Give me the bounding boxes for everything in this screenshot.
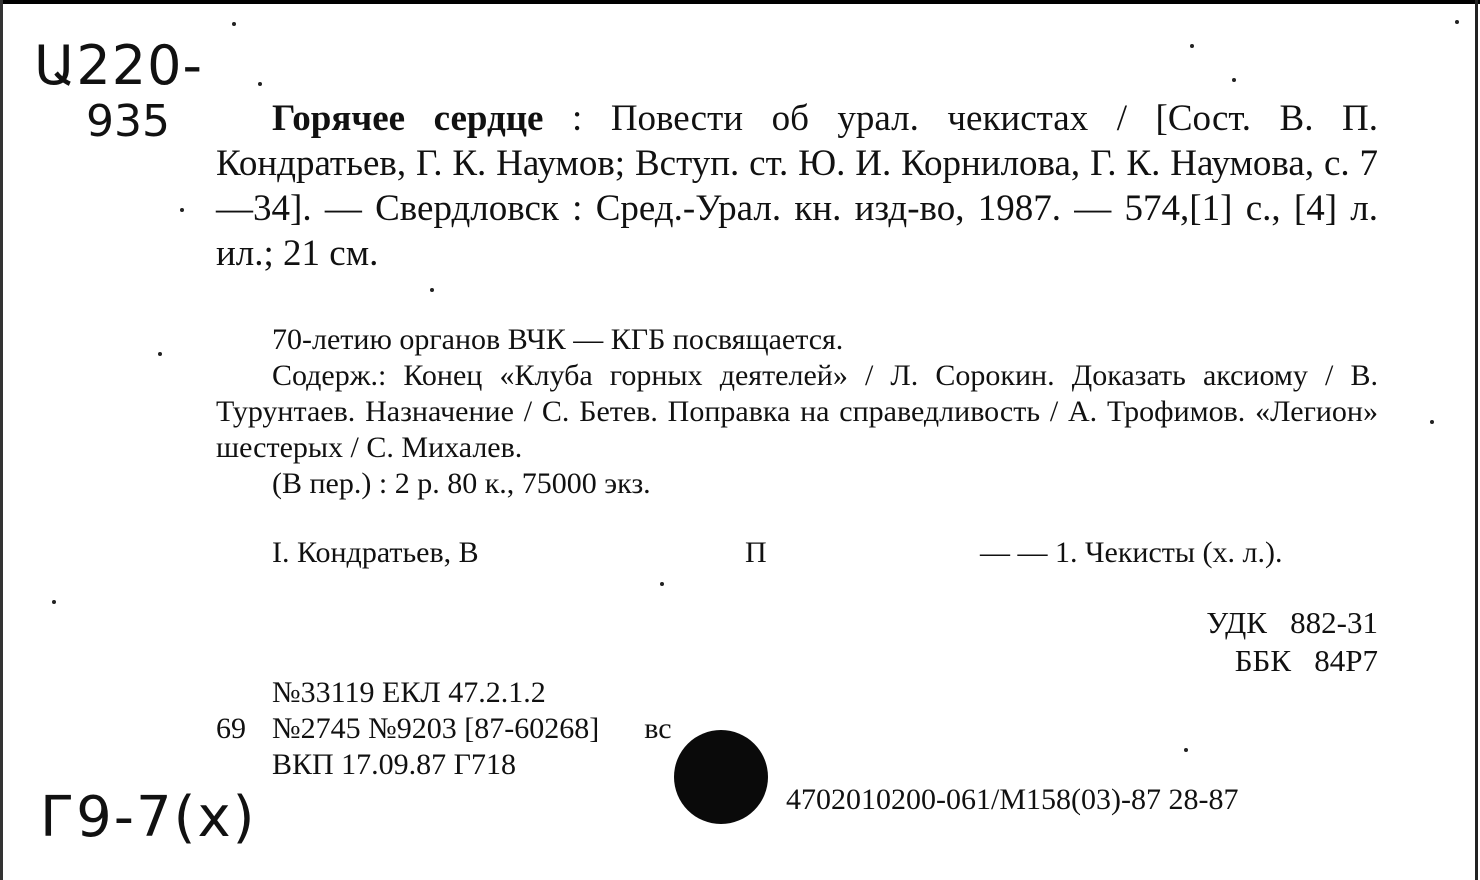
contents-note: Содерж.: Конец «Клуба горных деятелей» / Л. Сорокин. Доказать аксиому / В. Турунтаев. Назначение / С. Бетев. Поправка на справедливость / А. Трофимов. «Легион» шестерых / С. Михалев. (216, 359, 1378, 464)
dedication-note: 70-летию органов ВЧК — КГБ посвящается. (272, 323, 844, 356)
description-body: : Повести об урал. чекистах / [Сост. В. П. Кондратьев, Г. К. Наумов; Вступ. ст. Ю. И. Корнилова, Г. К. Наумова, с. 7—34]. — Свердловск : Сред.-Урал. кн. изд-во, 1987. — 574,[1] с., [4] л. ил.; 21 см. (216, 98, 1378, 274)
registry-line-1-text: №33119 ЕКЛ 47.2.1.2 (272, 676, 546, 709)
bbk-value: 84Р7 (1314, 643, 1378, 678)
added-entry-tracing: I. Кондратьев, В (272, 536, 479, 569)
udk-value: 882-31 (1290, 605, 1378, 640)
scan-speck (660, 582, 664, 586)
card-left-edge (0, 0, 3, 880)
card-punch-hole (674, 730, 768, 824)
udk-row (1206, 604, 1378, 642)
udk-label: УДК (1206, 605, 1267, 640)
book-title: Горячее сердце (272, 98, 544, 139)
scan-speck (1232, 78, 1236, 82)
registry-line-3 (216, 747, 672, 783)
scan-speck (52, 600, 56, 604)
classification-block (1206, 604, 1378, 680)
bbk-label: ББК (1234, 643, 1291, 678)
handwritten-classification-mark: Г9-7(х) (40, 785, 257, 850)
bbk-row (1206, 642, 1378, 680)
scan-speck (1184, 748, 1188, 752)
handwritten-shelf-mark: Ա220- (34, 34, 203, 97)
registry-block (216, 675, 672, 783)
registry-prefix: 69 (216, 712, 246, 745)
scan-speck (1190, 44, 1194, 48)
registry-suffix: вс (644, 712, 672, 745)
added-entry-tracing-cont: П (745, 536, 767, 569)
scan-speck (1455, 20, 1459, 24)
subject-tracing: — — 1. Чекисты (х. л.). (980, 536, 1283, 569)
registry-line-1 (216, 675, 672, 711)
card-top-edge (0, 0, 1480, 4)
scan-speck (258, 82, 262, 86)
publisher-code: 4702010200-061/М158(03)-87 28-87 (786, 783, 1239, 816)
scan-speck (1430, 420, 1434, 424)
scan-speck (158, 352, 162, 356)
registry-line-3-text: ВКП 17.09.87 Г718 (272, 748, 517, 781)
card-right-edge (1475, 0, 1478, 880)
price-note: (В пер.) : 2 р. 80 к., 75000 экз. (272, 467, 651, 500)
scan-speck (430, 288, 434, 292)
bibliographic-description (216, 96, 1378, 276)
handwritten-shelf-mark-number: 935 (86, 96, 170, 147)
registry-line-2-text: №2745 №9203 [87-60268] (272, 712, 600, 745)
scan-speck (232, 22, 236, 26)
registry-line-2 (216, 711, 672, 747)
scan-speck (180, 208, 184, 212)
